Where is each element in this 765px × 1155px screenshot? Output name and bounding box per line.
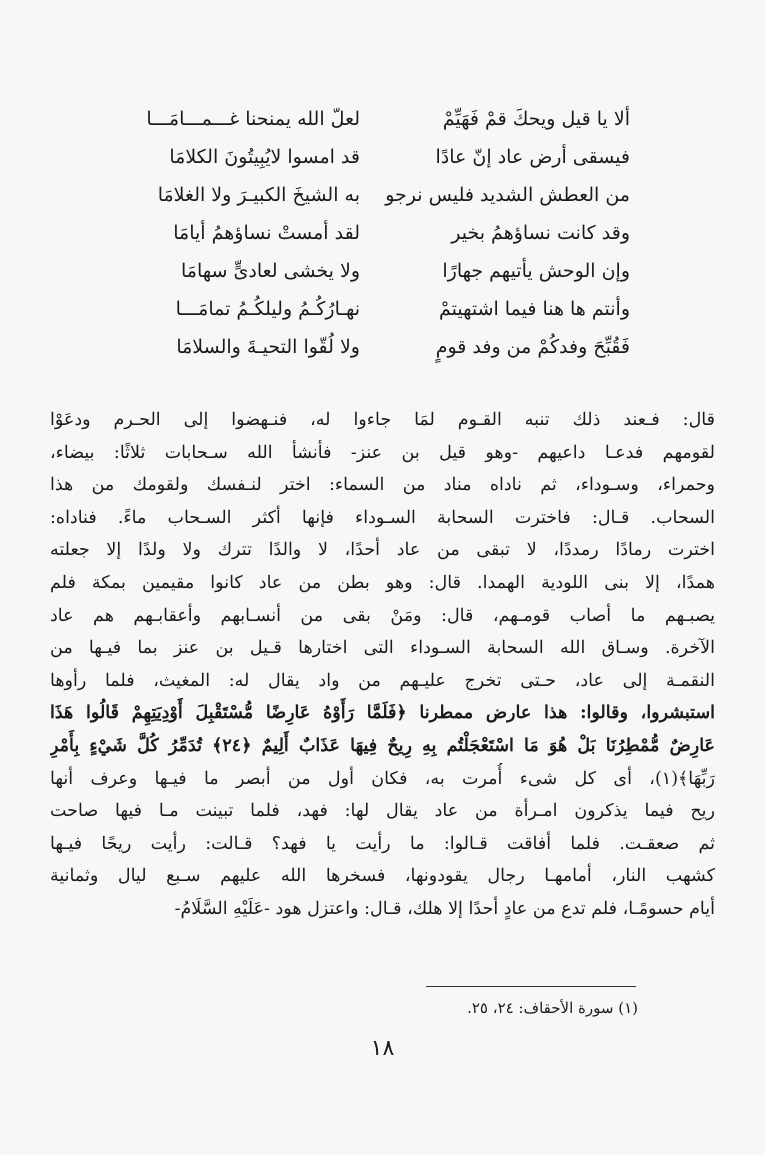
prose-line: ثم صعقـت. فلما أفاقت قـالوا: ما رأيت يا فهد؟ قـالت: رأيت ريحًا فيـها <box>50 833 715 854</box>
verse-hemistich: لقد أمستْ نساؤهمُ أيامَا <box>173 222 360 244</box>
verse-hemistich: من العطش الشديد فليس نرجو <box>385 184 630 206</box>
verse-hemistich: فيسقى أرض عاد إنّ عادًا <box>435 146 630 168</box>
quran-verse-line: استبشروا، وقالوا: هذا عارض ممطرنا ﴿فَلَمَّا رَأَوْهُ عَارِضًا مُّسْتَقْبِلَ أَوْدِيَتِهِمْ قَالُوا هَذَا <box>50 703 715 724</box>
prose-line: قال: فـعند ذلك تنبه القـوم لمَا جاءوا له، فنـهضوا إلى الحـرم ودعَوْا <box>50 410 715 430</box>
prose-line: لقومهم فدعـا داعيهم -وهو قيل بن عنز- فأنشأ الله سـحابات ثلاثًا: بيضاء، <box>50 442 715 463</box>
verse-hemistich: وأنتم ها هنا فيما اشتهيتمْ <box>438 298 630 320</box>
poem-first-hemistichs <box>360 100 630 366</box>
poem <box>90 100 630 366</box>
prose-line: كشهب النار، أمامهـا رجال يقودونها، فسخرها الله عليهم سـبع ليال وثمانية <box>50 866 715 887</box>
prose-line: اخترت رمادًا رمددًا، لا تبقى من عاد أحدًا، لا والدًا تترك ولا ولدًا إلا جعلته <box>50 540 715 561</box>
verse-hemistich: نهـارُكُـمُ وليلكُـمُ تمامَـــا <box>175 298 360 320</box>
prose-line: يصبـهم ما أصاب قومـهم، قال: ومَنْ بقى من أنسـابهم وأعقابـهم هم عاد <box>50 605 715 626</box>
prose-line: همدًا، إلا بنى اللودية الهمدا. قال: وهو بطن من عاد كانوا مقيمين بمكة فلم <box>50 572 715 593</box>
verse-hemistich: وإن الوحش يأتيهم جهارًا <box>442 260 630 282</box>
page-number: ١٨ <box>370 1036 395 1061</box>
verse-hemistich: به الشيخَ الكبيـرَ ولا الغلامَا <box>157 184 360 206</box>
verse-hemistich: ولا لُقّوا التحيـةَ والسلامَا <box>176 336 360 358</box>
prose-line: أيام حسومًـا، فلم تدع من عادٍ أحدًا إلا هلك، قـال: واعتزل هود -عَلَيْهِ السَّلَامُ- <box>174 898 715 919</box>
prose-line: النقمـة إلى عاد، حـتى تخرج عليـهم من واد يقال له: المغيث، فلما رأوها <box>50 670 715 691</box>
verse-hemistich: قد امسوا لايُبِيتُونَ الكلامَا <box>169 146 360 168</box>
prose-line: رَبِّهَا﴾(١)، أى كل شىء أُمرت به، فكان أول من أبصر ما فيـها وعرف أنها <box>50 768 715 789</box>
verse-hemistich: لعلّ الله يمنحنا غـــمـــامَـــا <box>146 108 360 130</box>
poem-second-hemistichs <box>90 100 360 366</box>
prose-body <box>50 404 715 926</box>
prose-line: ريح فيما يذكرون امـرأة من عاد يقال لها: فهد، فلما تبينت مـا فيها صاحت <box>50 801 715 822</box>
footnote-divider <box>426 986 636 987</box>
prose-line: السحاب. قـال: فاخترت السحابة السـوداء فإنها أكثر السـحاب ماءً. فناداه: <box>50 507 715 528</box>
prose-line: الآخرة. وسـاق الله السحابة السـوداء التى اختارها قـيل بن عنز بما فيـها من <box>50 638 715 659</box>
verse-hemistich: ولا يخشى لعادىٍّ سهامَا <box>181 260 360 282</box>
prose-line: وحمراء، وسـوداء، ثم ناداه مناد من السماء: اختر لنـفسك ولقومك من هذا <box>50 475 715 496</box>
quran-verse-line: عَارِضٌ مُّمْطِرُنَا بَلْ هُوَ مَا اسْتَعْجَلْتُم بِهِ رِيحٌ فِيهَا عَذَابٌ أَلِيمٌ ﴿٢٤﴾ تُدَمِّرُ كُلَّ شَيْءٍ بِأَمْرِ <box>50 735 715 756</box>
verse-hemistich: ألا يا قيل ويحكَ قمْ فَهَيِّمْ <box>442 108 630 130</box>
verse-hemistich: فَقُبِّحَ وفدكُمْ من وفد قومٍ <box>435 336 630 358</box>
footnote: (١) سورة الأحقاف: ٢٤، ٢٥. <box>467 999 638 1017</box>
verse-hemistich: وقد كانت نساؤهمُ بخير <box>451 222 630 244</box>
